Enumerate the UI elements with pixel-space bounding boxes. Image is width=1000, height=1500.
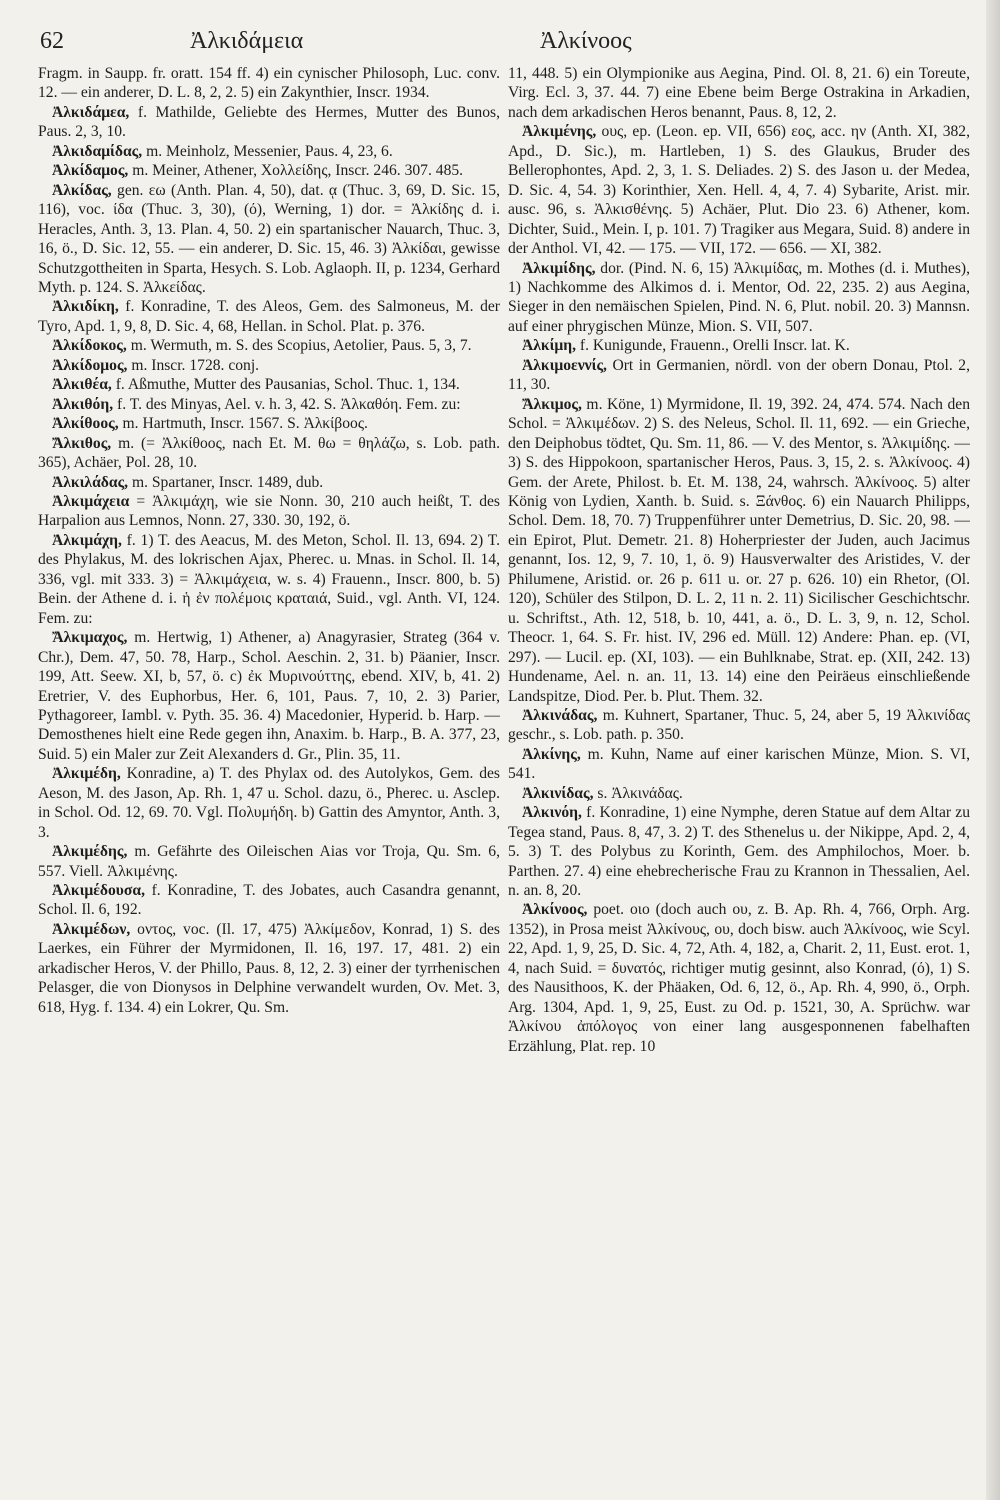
entry-text: m. Gefährte des Oileischen Aias vor Troja, Qu. Sm. 6, 557. Viell. Ἀλκιμένης. [38, 843, 500, 880]
entry-headword: Ἀλκίνης, [522, 745, 581, 763]
dictionary-entry [38, 764, 500, 842]
entry-text: poet. οιο (doch auch ου, z. B. Ap. Rh. 4, 766, Orph. Arg. 1352), in Prosa meist Ἀλκίνους, ου, doch bisw. auch Ἀλκίνοος, wie Scyl. 22, Apd. 1, 9, 25, D. Sic. 4, 72, Ath. 4, 182, a, Charit. 2, 11, Eust. erot. 1, 4, nach Suid. = δυνατός, richtiger mutig gesinnt, also Konrad, (ό), 1) S. des Nausithoos, K. der Phäaken, Od. 6, 12, ö., Ap. Rh. 4, 990, ö., Orph. Arg. 1304, Apd. 1, 9, 25, Eust. zu Od. p. 1521, 30, A. Sprüchw. war Ἀλκίνου ἀπόλογος von einer lang ausgesponnenen fabelhaften Erzählung, Plat. rep. 10 [508, 901, 970, 1055]
dictionary-entry [38, 881, 500, 920]
entry-headword: Ἄλκιθος, [52, 434, 112, 452]
entry-text: m. Kuhnert, Spartaner, Thuc. 5, 24, aber 5, 19 Ἀλκινίδας geschr., s. Lob. path. p. 350. [508, 706, 970, 744]
left-guide-word: Ἀλκιδάμεια [190, 28, 304, 54]
entry-text: m. Inscr. 1728. conj. [127, 356, 260, 374]
entry-headword: Ἀλκινάδας, [522, 706, 598, 724]
entry-text: m. Spartaner, Inscr. 1489, dub. [128, 473, 324, 491]
entry-headword: Ἀλκιθόη, [52, 395, 114, 413]
entry-text: f. Mathilde, Geliebte des Hermes, Mutter des Bunos, Paus. 2, 3, 10. [38, 103, 500, 141]
entry-headword: Ἀλκιμέδουσα, [52, 882, 145, 900]
dictionary-entry [508, 803, 970, 900]
entry-text: m. Kuhn, Name auf einer karischen Münze, Mion. S. VI, 541. [508, 745, 970, 783]
entry-text: f. Konradine, 1) eine Nymphe, deren Statue auf dem Altar zu Tegea stand, Paus. 8, 47, 3. 2) T. des Sthenelus u. der Nikippe, Apd. 2, 4, 5. 3) T. des Polybus zu Korinth, Gem. des Amphilochos, Moer. b. Parthen. 27. 4) eine ehebrecherische Frau zu Krannon in Thessalien, Ael. n. an. 8, 20. [508, 804, 970, 900]
entry-headword: Ἀλκίδας, [52, 181, 112, 199]
entry-text: m. (= Ἀλκίθοος, nach Et. M. θω = θηλάζω, s. Lob. path. 365), Achäer, Pol. 28, 10. [38, 434, 500, 472]
dictionary-entry [38, 142, 500, 161]
dictionary-entry [508, 259, 970, 337]
dictionary-entry [38, 434, 500, 473]
entry-headword: Ἀλκιμοεννίς, [522, 356, 607, 374]
dictionary-entry [508, 900, 970, 1056]
page-edge-shadow [986, 0, 1000, 1500]
dictionary-entry [508, 356, 970, 395]
dictionary-entry [38, 356, 500, 375]
entry-text: m. Hertwig, 1) Athener, a) Anagyrasier, Strateg (364 v. Chr.), Dem. 47, 50. 78, Harp., Schol. Aeschin. 2, 31. b) Päanier, Inscr. 199, Att. Seew. XI, b, 57, ö. c) ἐκ Μυρινούττης, ebend. XIV, b, 41. 2) Eretrier, V. des Euphorbus, Her. 6, 101, Paus. 7, 10, 2. 3) Parier, Pythagoreer, Iambl. v. Pyth. 35. 36. 4) Macedonier, Hyperid. b. Harp. — Demosthenes hielt eine Rede gegen ihn, Anaxim. b. Harp., B. A. 377, 23, Suid. 5) ein Maler zur Zeit Alexanders d. Gr., Plin. 35, 11. [38, 629, 500, 763]
dictionary-entry [38, 181, 500, 298]
entry-text: f. Kunigunde, Frauenn., Orelli Inscr. lat. K. [576, 337, 850, 355]
entry-headword: Ἀλκιμάχεια [52, 492, 130, 510]
entry-headword: Ἀλκινίδας, [522, 784, 594, 802]
entry-headword: Ἀλκίδομος, [52, 356, 128, 374]
entry-headword: Ἀλκιδάμεα, [52, 103, 130, 121]
entry-text: dor. (Pind. N. 6, 15) Ἀλκιμίδας, m. Mothes (d. i. Muthes), 1) Nachkomme des Alkimos d. i. Mentor, Od. 22, 235. 2) aus Aegina, Sieger in den nemäischen Spielen, Pind. N. 6, Plut. nobil. 20. 3) Mannsn. auf einer phrygischen Münze, Mion. S. VII, 507. [508, 259, 970, 335]
dictionary-entry [38, 920, 500, 1017]
entry-headword: Ἀλκιδαμίδας, [52, 142, 143, 160]
entry-text: 11, 448. 5) ein Olympionike aus Aegina, Pind. Ol. 8, 21. 6) ein Toreute, Virg. Ecl. 3, 37. 44. 7) eine Ebene beim Berge Ostrakina in Arkadien, nach dem arkadischen Heros benannt, Paus. 8, 12, 2. [508, 65, 970, 121]
entry-headword: Ἀλκινόη, [522, 804, 582, 822]
dictionary-entry [38, 64, 500, 103]
dictionary-entry [38, 628, 500, 764]
entry-headword: Ἀλκιθέα, [52, 376, 112, 394]
entry-headword: Ἀλκιμέδων, [52, 920, 131, 938]
entry-text: f. 1) T. des Aeacus, M. des Meton, Schol. Il. 13, 694. 2) T. des Phylakus, M. des lokrischen Ajax, Pherec. u. Mnas. in Schol. Il. 14, 336, vgl. mit 333. 3) = Ἀλκιμάχεια, w. s. 4) Frauenn., Inscr. 800, b. 5) Bein. der Athene d. i. ἡ ἐν πολέμοις κραταιά, Suid., vgl. Anth. VI, 124. Fem. zu: [38, 531, 500, 627]
entry-headword: Ἄλκιμαχος, [52, 629, 128, 647]
dictionary-entry [38, 161, 500, 180]
dictionary-entry [38, 297, 500, 336]
entry-text: m. Hartmuth, Inscr. 1567. S. Ἀλκίβοος. [118, 415, 368, 433]
entry-text: ους, ep. (Leon. ep. VII, 656) εος, acc. ην (Anth. XI, 382, Apd., D. Sic.), m. Hartleben, 1) S. des Glaukus, Bruder des Bellerophontes, Apd. 2, 3, 1. S. Deliades. 2) S. des Jason u. der Medea, D. Sic. 4, 54. 3) Korinthier, Xen. Hell. 4, 4, 7. 4) Sybarite, Arist. mir. ausc. 96, s. Ἀλκισθένης. 5) Achäer, Plut. Dio 23. 6) Athener, kom. Dichter, Suid., Mein. I, p. 101. 7) Tragiker aus Megara, Suid. 8) andere in der Anthol. VI, 42. — 175. — VII, 172. — 656. — XI, 382. [508, 123, 970, 258]
entry-headword: Ἀλκίδαμος, [52, 162, 129, 180]
entry-text: f. Konradine, T. des Aleos, Gem. des Salmoneus, M. der Tyro, Apd. 1, 9, 8, D. Sic. 4, 68, Hellan. in Schol. Plat. p. 376. [38, 298, 500, 335]
entry-text: m. Meiner, Athener, Χολλείδης, Inscr. 246. 307. 485. [128, 162, 464, 180]
entry-headword: Ἀλκιμέδη, [52, 765, 121, 783]
dictionary-entry [508, 745, 970, 784]
entry-text: οντος, voc. (Il. 17, 475) Ἀλκίμεδον, Konrad, 1) S. des Laerkes, ein Führer der Myrmidonen, Il. 16, 197. 17, 481. 2) ein arkadischer Heros, V. der Phillo, Paus. 8, 12, 2. 3) einer der tyrrhenischen Pelasger, die von Dionysos in Delphine verwandelt wurden, Ov. Met. 3, 618, Hyg. f. 134. 4) ein Lokrer, Qu. Sm. [38, 920, 500, 1016]
entry-text: Ort in Germanien, nördl. von der obern Donau, Ptol. 2, 11, 30. [508, 356, 970, 394]
entry-headword: Ἀλκιδίκη, [52, 298, 119, 316]
dictionary-entry [38, 531, 500, 628]
entry-text: = Ἀλκιμάχη, wie sie Nonn. 30, 210 auch heißt, T. des Harpalion aus Lemnos, Nonn. 27, 330. 30, 192, ö. [38, 492, 500, 530]
left-column [38, 64, 500, 1494]
entry-text: f. Aßmuthe, Mutter des Pausanias, Schol. Thuc. 1, 134. [111, 376, 460, 394]
entry-headword: Ἄλκιμος, [522, 395, 582, 413]
right-column [508, 64, 970, 1494]
entry-headword: Ἀλκιμένης, [522, 123, 597, 141]
page-number: 62 [40, 28, 64, 54]
dictionary-entry [38, 395, 500, 414]
dictionary-entry [38, 336, 500, 355]
right-guide-word: Ἀλκίνοος [540, 28, 632, 54]
dictionary-entry [38, 375, 500, 394]
entry-headword: Ἀλκιμέδης, [52, 843, 128, 861]
dictionary-entry [38, 473, 500, 492]
entry-headword: Ἀλκίνοος, [522, 901, 588, 919]
entry-headword: Ἀλκίδοκος, [52, 337, 127, 355]
dictionary-entry [38, 492, 500, 531]
dictionary-entry [38, 414, 500, 433]
entry-headword: Ἀλκίμη, [522, 337, 577, 355]
dictionary-entry [508, 122, 970, 258]
entry-headword: Ἀλκιμάχη, [52, 531, 122, 549]
entry-text: m. Meinholz, Messenier, Paus. 4, 23, 6. [142, 142, 393, 160]
dictionary-entry [508, 706, 970, 745]
entry-headword: Ἀλκίθοος, [52, 415, 119, 433]
entry-text: s. Ἀλκινάδας. [593, 784, 683, 802]
dictionary-entry [508, 64, 970, 122]
dictionary-entry [38, 103, 500, 142]
dictionary-entry [508, 395, 970, 706]
entry-headword: Ἀλκιμίδης, [522, 259, 596, 277]
entry-text: Fragm. in Saupp. fr. oratt. 154 ff. 4) ein cynischer Philosoph, Luc. conv. 12. — ein anderer, D. L. 8, 2, 2. 5) ein Zakynthier, Inscr. 1934. [38, 65, 500, 102]
dictionary-entry [508, 784, 970, 803]
dictionary-entry [38, 842, 500, 881]
entry-text: m. Köne, 1) Myrmidone, Il. 19, 392. 24, 474. 574. Nach den Schol. = Ἀλκιμέδων. 2) S. des Neleus, Schol. Il. 11, 692. — ein Grieche, den Deiphobus tödtet, Qu. Sm. 11, 86. — V. des Mentor, s. Ἀλκιμίδης. — 3) S. des Hippokoon, spartanischer Heros, Paus. 3, 15, 2. s. Ἀλκίνοος. 4) Gem. der Arete, Philost. b. Et. M. 138, 24, wahrsch. Ἀλκίνοος. 5) alter König von Lydien, Xanth. b. Suid. s. Ξάνθος. 6) ein Nauarch Philipps, Schol. Dem. 18, 70. 7) Truppenführer unter Demetrius, D. Sic. 20, 98. — ein Epirot, Plut. Demetr. 21. 8) Hoherpriester der Juden, auch Jacimus genannt, Ios. 12, 9, 7. 10, 1, ö. 9) Hausverwalter des Aristides, V. der Philumene, Aristid. or. 26 p. 611 u. or. 27 p. 626. 10) ein Rhetor, (Ol. 120), Schüler des Stilpon, D. L. 2, 11 n. 2. 11) Sicilischer Geschichtschr. u. Schriftst., Ath. 12, 518, b. 10, 441, a. ö., D. L. 3, 9, n. 12, Schol. Theocr. 1, 64. S. Fr. hist. IV, 296 ed. Müll. 12) Andere: Phan. ep. (VI, 297). — Lucil. ep. (XI, 103). — ein Buhlknabe, Strat. ep. (XII, 242. 13) Hundename, Ael. n. an. 11, 13. 14) eine den Peiräeus einschließende Landspitze, Diod. Per. b. Plut. Them. 32. [508, 395, 970, 705]
entry-text: Konradine, a) T. des Phylax od. des Autolykos, Gem. des Aeson, M. des Jason, Ap. Rh. 1, 47 u. Schol. dazu, ö., Pherec. u. Asclep. in Schol. Od. 12, 69. 70. Vgl. Πολυμήδη. b) Gattin des Amyntor, Anth. 3, 3. [38, 765, 500, 841]
entry-headword: Ἀλκιλάδας, [52, 473, 129, 491]
entry-text: f. Konradine, T. des Jobates, auch Casandra genannt, Schol. Il. 6, 192. [38, 882, 500, 919]
entry-text: m. Wermuth, m. S. des Scopius, Aetolier, Paus. 5, 3, 7. [126, 337, 472, 355]
entry-text: f. T. des Minyas, Ael. v. h. 3, 42. S. Ἀλκαθόη. Fem. zu: [113, 395, 461, 413]
dictionary-entry [508, 336, 970, 355]
entry-text: gen. εω (Anth. Plan. 4, 50), dat. ᾳ (Thuc. 3, 69, D. Sic. 15, 116), voc. ίδα (Thuc. 3, 30), (ό), Werning, 1) dor. = Ἀλκίδης d. i. Heracles, Anth. 3, 13. Plan. 4, 50. 2) ein spartanischer Nauarch, Thuc. 3, 16, ö., D. Sic. 12, 55. — ein anderer, D. Sic. 15, 46. 3) Ἀλκίδαι, gewisse Schutzgottheiten in Sparta, Hesych. S. Lob. Aglaoph. II, p. 1234, Gerhard Myth. p. 124. S. Ἀλκείδας. [38, 181, 500, 296]
